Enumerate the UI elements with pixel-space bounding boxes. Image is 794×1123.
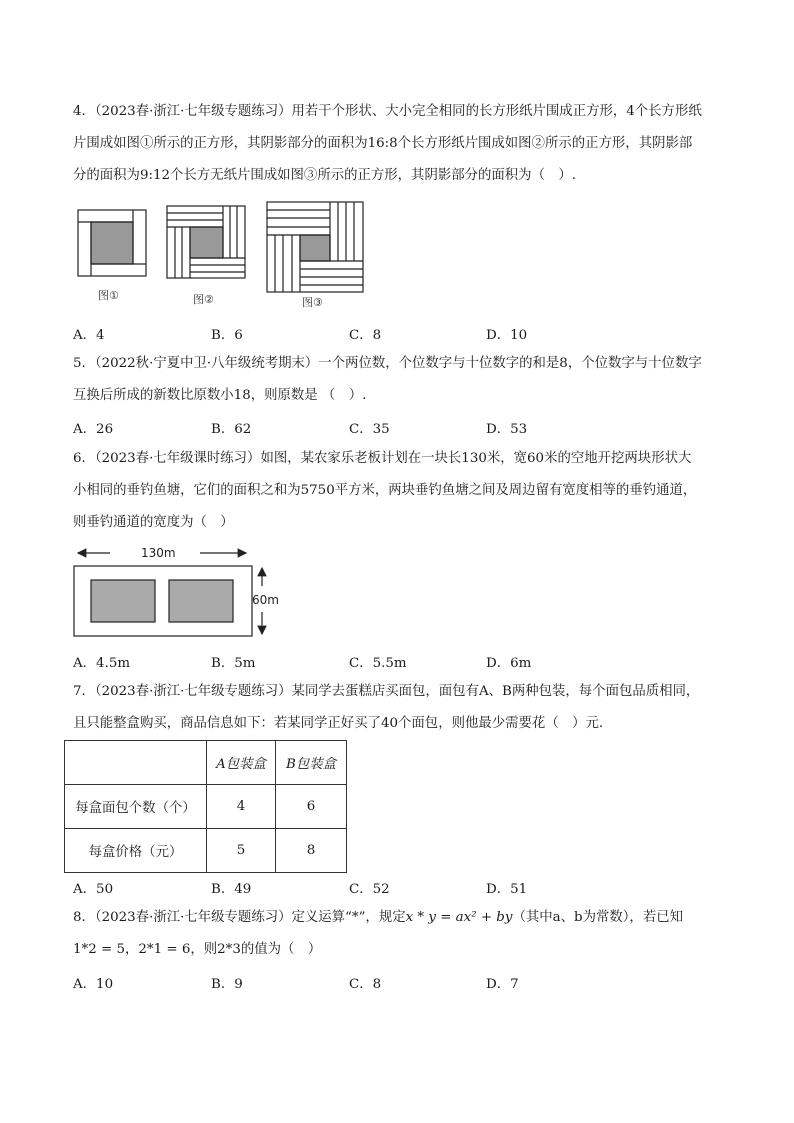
q8-option-a[interactable]: A．10 [73,977,114,992]
q8-line-1-prefix: 8．（2023春·浙江·七年级专题练习）定义运算“*”，规定 [73,910,406,925]
q6-line-1: 6．（2023春·七年级课时练习）如图，某农家乐老板计划在一块长130米，宽60米的空地开挖两块形状大 [73,451,692,466]
q7-price-table [64,740,347,873]
q4-option-a[interactable]: A．4 [73,328,105,343]
table-header-cell: A包装盒 [207,741,276,785]
q7-option-d[interactable]: D．51 [486,882,528,897]
q4-option-b[interactable]: B．6 [211,328,243,343]
q6-option-d[interactable]: D．6m [486,656,532,671]
q4-option-c[interactable]: C．8 [349,328,382,343]
q7-option-b[interactable]: B．49 [211,882,252,897]
table-row [65,785,347,829]
q8-line-1-suffix: （其中a、b为常数），若已知 [512,910,683,925]
q4-line-3: 分的面积为9:12个长方无纸片围成如图③所示的正方形，其阴影部分的面积为（ ）. [73,168,576,183]
figure-1-caption: 图① [98,289,119,302]
q5-option-d[interactable]: D．53 [486,422,528,437]
q8-formula: x * y = ax² + by [405,910,513,925]
figure-1 [78,210,146,276]
q8-line-1 [73,902,723,934]
q5-line-2: 互换后所成的新数比原数小18，则原数是 （ ）. [73,388,367,403]
q6-options [73,652,723,674]
q5-line-1: 5．（2022秋·宁夏中卫·八年级统考期末）一个两位数，个位数字与十位数字的和是8，个位数字与十位数字 [73,356,702,371]
q7-line-1: 7．（2023春·浙江·七年级专题练习）某同学去蛋糕店买面包，面包有A、B两种包装，每个面包品质相同， [73,684,700,699]
q8-option-b[interactable]: B．9 [211,977,243,992]
q4-line-2: 片围成如图①所示的正方形，其阴影部分的面积为16:8个长方形纸片围成如图②所示的正方形，其阴影部 [73,136,693,151]
figure-2 [167,206,245,278]
question-7 [73,676,723,740]
q6-line-3: 则垂钓通道的宽度为（ ） [73,515,234,530]
q6-line-2: 小相同的垂钓鱼塘，它们的面积之和为5750平方米，两块垂钓鱼塘之间及周边留有宽度相等的垂钓通道， [73,483,697,498]
figure-3-caption: 图③ [302,296,323,309]
q4-figures [74,196,374,312]
q6-option-a[interactable]: A．4.5m [73,656,131,671]
q7-option-c[interactable]: C．52 [349,882,390,897]
pond-right [169,580,233,622]
table-header-cell [65,741,207,785]
q6-option-b[interactable]: B．5m [211,656,256,671]
table-cell: 每盒价格（元） [65,829,207,873]
q8-option-c[interactable]: C．8 [349,977,382,992]
table-row [65,829,347,873]
figure-3 [267,202,363,292]
table-cell: 5 [207,829,276,873]
q4-options [73,324,723,346]
q5-option-b[interactable]: B．62 [211,422,252,437]
q5-options [73,418,723,440]
question-5 [73,348,723,412]
question-4 [73,96,723,192]
question-6 [73,443,723,539]
q4-option-d[interactable]: D．10 [486,328,528,343]
table-cell: 6 [276,785,347,829]
table-header-row [65,741,347,785]
figure-2-caption: 图② [193,293,214,306]
q5-option-a[interactable]: A．26 [73,422,114,437]
q8-option-d[interactable]: D．7 [486,977,519,992]
table-cell: 每盒面包个数（个） [65,785,207,829]
q7-line-2: 且只能整盒购买，商品信息如下：若某同学正好买了40个面包，则他最少需要花（ ）元. [73,716,604,731]
table-cell: 4 [207,785,276,829]
q7-option-a[interactable]: A．50 [73,882,114,897]
q7-options [73,878,723,900]
table-header-cell: B包装盒 [276,741,347,785]
q8-line-2: 1*2 = 5，2*1 = 6，则2*3的值为（ ） [73,942,322,957]
question-8 [73,902,723,966]
width-label: 60m [252,593,279,607]
q8-options [73,973,723,995]
table-cell: 8 [276,829,347,873]
q6-pond-diagram [70,542,290,642]
q5-option-c[interactable]: C．35 [349,422,390,437]
length-label: 130m [141,546,176,560]
pond-left [91,580,155,622]
q6-option-c[interactable]: C．5.5m [349,656,407,671]
q4-line-1: 4．（2023春·浙江·七年级专题练习）用若干个形状、大小完全相同的长方形纸片围成正方形，4个长方形纸 [73,104,702,119]
